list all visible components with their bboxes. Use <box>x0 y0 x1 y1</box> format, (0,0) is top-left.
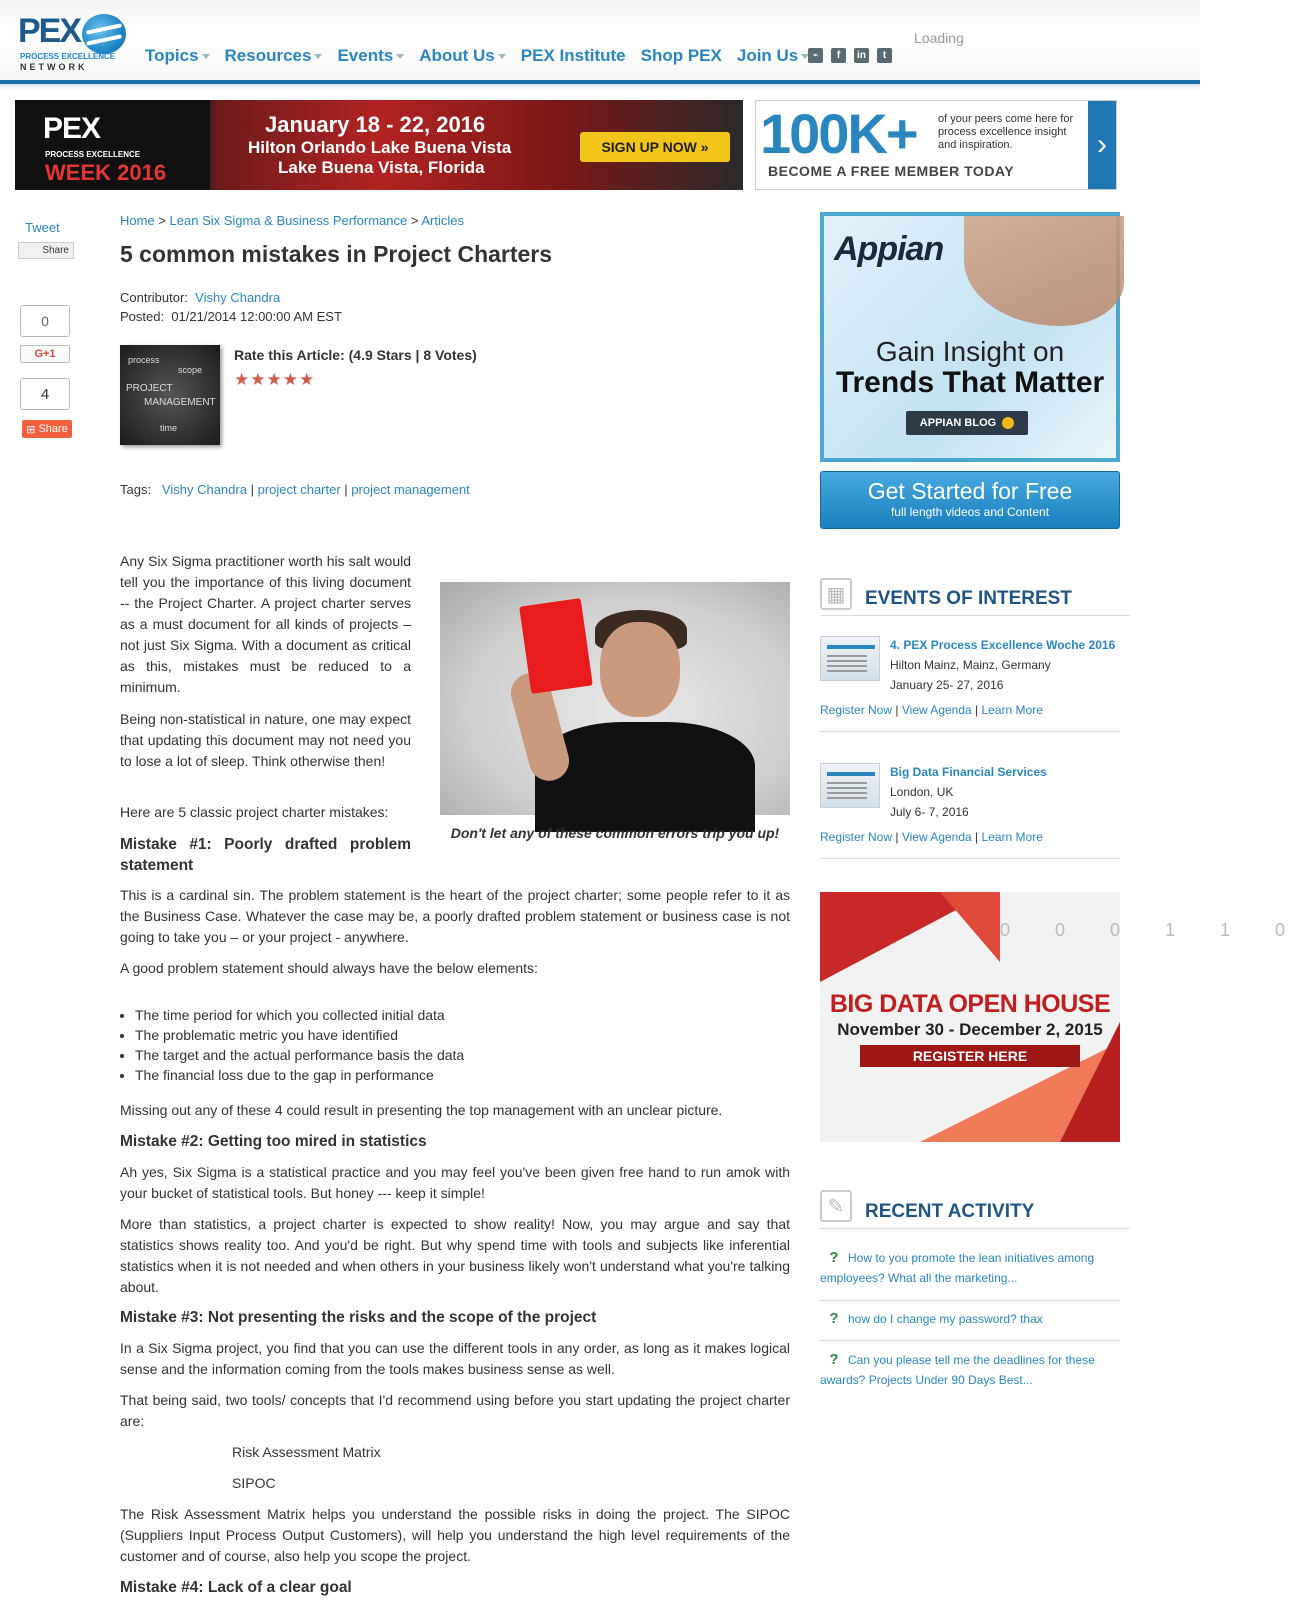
share-count: 4 <box>20 378 70 410</box>
register-here-button[interactable]: REGISTER HERE <box>860 1045 1080 1067</box>
photo-head <box>600 622 680 717</box>
star-icon[interactable]: ★ <box>250 370 266 389</box>
get-started-title: Get Started for Free <box>867 478 1073 504</box>
membership-banner[interactable] <box>755 100 1117 190</box>
facebook-icon[interactable]: f <box>831 48 846 63</box>
member-count: 100K+ <box>760 102 917 165</box>
banner-hotel: Hilton Orlando Lake Buena Vista <box>248 138 512 157</box>
pex-logo[interactable] <box>18 12 130 72</box>
section-heading: Mistake #3: Not presenting the risks and the scope of the project <box>120 1309 597 1326</box>
banner-date: January 18 - 22, 2016 <box>265 112 486 137</box>
thumb-word: scope <box>178 365 203 375</box>
link-sep: | <box>895 830 899 844</box>
paragraph: That being said, two tools/ concepts that I'd recommend using before you start updating the project charter are: <box>120 1392 790 1429</box>
logo-line1: PROCESS EXCELLENCE <box>20 52 116 61</box>
twitter-icon[interactable]: t <box>877 48 892 63</box>
banner-sub: PROCESS EXCELLENCE <box>45 150 141 159</box>
gplus-count: 0 <box>20 305 70 337</box>
nav-item-label: Shop PEX <box>640 46 722 65</box>
tag-link[interactable]: project management <box>351 482 470 497</box>
chevron-right-icon[interactable]: › <box>1088 101 1116 189</box>
recent-activity-item[interactable] <box>820 1309 1120 1329</box>
globe-icon <box>82 14 126 54</box>
problem-elements-list <box>135 1005 464 1085</box>
divider <box>820 731 1120 732</box>
event-title[interactable]: Big Data Financial Services <box>890 765 1047 779</box>
thumb-word: process <box>128 355 160 365</box>
event-date: July 6- 7, 2016 <box>890 805 969 819</box>
breadcrumb <box>120 213 464 228</box>
divider <box>820 1228 1130 1229</box>
contributor <box>120 290 280 305</box>
binary-digits: 0 0 0 1 1 0 <box>1000 920 1305 940</box>
paragraph: Missing out any of these 4 could result in presenting the top management with an unclear picture. <box>120 1102 723 1118</box>
paragraph: Here are 5 classic project charter mistakes: <box>120 804 389 820</box>
recent-activity-title: RECENT ACTIVITY <box>865 1201 1035 1222</box>
sign-up-button[interactable]: SIGN UP NOW » <box>580 132 730 162</box>
nav-item-label: Topics <box>145 46 199 65</box>
get-started-button[interactable] <box>820 471 1120 529</box>
member-peers-text: of your peers come here for process excellence insight and inspiration. <box>938 113 1074 151</box>
nav-item-about-us[interactable] <box>419 46 506 66</box>
event-location: London, UK <box>890 785 954 799</box>
event-thumbnail[interactable] <box>820 763 880 808</box>
logo-line2: NETWORK <box>20 62 88 72</box>
recent-activity-item[interactable] <box>820 1248 1120 1288</box>
paragraph: Any Six Sigma practitioner worth his salt would tell you the importance of this living document -- the Project Charter. A project charter serves as a must document for all kinds of projects – not just Six Sigma. With a document as critical as this, mistakes must be reduced to a minimum. <box>120 553 411 695</box>
get-started-sub: full length videos and Content <box>890 505 1050 519</box>
plus-icon: ⊞ <box>26 423 39 436</box>
chevron-down-icon <box>396 54 404 59</box>
tag-link[interactable]: Vishy Chandra <box>161 482 247 497</box>
nav-item-label: Events <box>337 46 394 65</box>
free-member-cta: BECOME A FREE MEMBER TODAY <box>768 163 1015 179</box>
question-icon: ? <box>829 1249 839 1266</box>
tweet-button[interactable]: Tweet <box>25 220 60 235</box>
rating-text: Rate this Article: (4.9 Stars | 8 Votes) <box>234 347 477 363</box>
play-icon <box>1002 417 1014 429</box>
divider <box>820 615 1130 616</box>
appian-ad[interactable] <box>820 212 1120 462</box>
learn-more-link[interactable]: Learn More <box>981 703 1043 717</box>
section-heading: Mistake #4: Lack of a clear goal <box>120 1579 352 1596</box>
share-button-label: Share <box>38 423 68 435</box>
event-links <box>820 703 1043 717</box>
list-item: • The target and the actual performance basis the data <box>135 1045 464 1065</box>
contributor-link[interactable]: Vishy Chandra <box>195 290 281 305</box>
appian-line2: Trends That Matter <box>835 366 1105 399</box>
paragraph: Ah yes, Six Sigma is a statistical practice and you may feel you've been given free hand to run amok with your bucket of statistical tools. But honey --- keep it simple! <box>120 1164 790 1201</box>
event-location: Hilton Mainz, Mainz, Germany <box>890 658 1051 672</box>
list-item: • The time period for which you collected initial data <box>135 1005 464 1025</box>
facebook-share-button[interactable]: Share <box>18 242 74 259</box>
banner-city: Lake Buena Vista, Florida <box>278 158 485 177</box>
recent-activity-text: How to you promote the lean initiatives among employees? What all the marketing... <box>820 1251 1095 1285</box>
thumb-word: MANAGEMENT <box>144 397 216 408</box>
tool-item: SIPOC <box>232 1475 276 1491</box>
big-data-ad[interactable] <box>820 892 1305 1142</box>
question-icon: ? <box>829 1351 839 1368</box>
star-icon[interactable]: ★ <box>299 370 315 389</box>
event-title[interactable]: 4. PEX Process Excellence Woche 2016 <box>890 638 1116 652</box>
banner-brand: PEX <box>43 112 101 145</box>
posted-value: 01/21/2014 12:00:00 AM EST <box>171 309 342 324</box>
view-agenda-link[interactable]: View Agenda <box>901 830 972 844</box>
appian-blog-label: APPIAN BLOG <box>919 417 997 429</box>
article-thumbnail <box>120 345 220 445</box>
appian-line1: Gain Insight on <box>875 336 1065 367</box>
tags-label: Tags: <box>120 482 152 497</box>
posted-label: Posted: <box>120 309 165 324</box>
header-shadow <box>0 84 1200 90</box>
linkedin-icon[interactable]: in <box>854 48 869 63</box>
breadcrumb-home[interactable]: Home <box>120 213 155 228</box>
link-sep: | <box>975 830 979 844</box>
banner-week: WEEK 2016 <box>45 160 167 185</box>
article-photo <box>440 582 790 815</box>
recent-activity-text: Can you please tell me the deadlines for these awards? Projects Under 90 Days Best... <box>820 1353 1095 1387</box>
recent-activity-item[interactable] <box>820 1350 1120 1390</box>
pencil-icon: ✎ <box>820 1190 852 1222</box>
appian-blog-button[interactable] <box>906 411 1028 435</box>
logo-brand: PEX <box>18 12 81 50</box>
star-icon[interactable]: ★ <box>234 370 250 389</box>
red-card <box>519 598 593 694</box>
calendar-icon: ▦ <box>820 578 852 610</box>
thumb-word: PROJECT <box>126 383 173 394</box>
link-sep: | <box>895 703 899 717</box>
event-thumbnail[interactable] <box>820 636 880 681</box>
paragraph: This is a cardinal sin. The problem statement is the heart of the project charter; some people refer to it as the Business Case. Whatever the case may be, a poorly drafted problem statement or business case is not going to take you – or your project - anywhere. <box>120 887 790 945</box>
big-data-date: November 30 - December 2, 2015 <box>837 1020 1103 1039</box>
nav-item-shop-pex[interactable] <box>641 46 722 66</box>
hand-image <box>964 216 1124 326</box>
pex-week-banner[interactable] <box>15 100 743 190</box>
photo-shirt <box>535 722 755 832</box>
breadcrumb-category[interactable]: Lean Six Sigma & Business Performance <box>169 213 408 228</box>
nav-item-pex-institute[interactable] <box>521 46 626 66</box>
paragraph: The Risk Assessment Matrix helps you understand the possible risks in doing the project. The SIPOC (Suppliers Input Process Output Customers), will help you understand the high level requirements of the customer and of course, also help you scope the project. <box>120 1506 790 1564</box>
nav-item-events[interactable] <box>337 46 404 66</box>
rss-icon[interactable]: ⌁ <box>808 48 823 63</box>
tags: Tags: Vishy Chandra | project charter | project management <box>120 482 470 497</box>
chevron-down-icon <box>498 54 506 59</box>
nav-item-join-us[interactable] <box>737 46 809 66</box>
big-data-title: BIG DATA OPEN HOUSE <box>829 990 1111 1018</box>
register-now-link[interactable]: Register Now <box>820 703 893 717</box>
posted-date <box>120 309 342 324</box>
event-date: January 25- 27, 2016 <box>890 678 1004 692</box>
chevron-down-icon <box>202 54 210 59</box>
paragraph: In a Six Sigma project, you find that you can use the different tools in any order, as long as it makes logical sense and the information coming from the tools makes business sense as well. <box>120 1340 790 1377</box>
nav-item-label: PEX Institute <box>520 46 626 65</box>
share-button[interactable] <box>22 420 72 438</box>
star-icon[interactable]: ★ <box>266 370 282 389</box>
ad-shape <box>940 892 1000 962</box>
loading-text: Loading <box>914 30 964 46</box>
social-links <box>808 48 892 63</box>
link-sep: | <box>975 703 979 717</box>
appian-logo: Appian <box>834 230 944 268</box>
nav-item-label: About Us <box>419 46 495 65</box>
contributor-label: Contributor: <box>120 290 188 305</box>
breadcrumb-section[interactable]: Articles <box>421 213 465 228</box>
chevron-down-icon <box>314 54 322 59</box>
tool-item: Risk Assessment Matrix <box>232 1444 381 1460</box>
nav-item-label: Resources <box>224 46 312 65</box>
list-item: • The financial loss due to the gap in performance <box>135 1065 464 1085</box>
rating-stars[interactable] <box>234 370 314 390</box>
nav-item-label: Join Us <box>736 46 799 65</box>
paragraph: More than statistics, a project charter is expected to show reality! Now, you may argue and say that statistics shows reality too. And you'd be right. But why spend time with tools and subjects like inferential statistics when it is not needed and when others in your business likely won't understand what you're talking about. <box>120 1216 790 1295</box>
list-item: • The problematic metric you have identified <box>135 1025 464 1045</box>
paragraph: A good problem statement should always have the below elements: <box>120 960 538 976</box>
site-header <box>0 0 1200 84</box>
nav-item-topics[interactable] <box>145 46 210 66</box>
paragraph: Being non-statistical in nature, one may expect that updating this document may not need you to lose a lot of sleep. Think otherwise then! <box>120 711 411 769</box>
divider <box>820 1340 1120 1341</box>
event-links <box>820 830 1043 844</box>
learn-more-link[interactable]: Learn More <box>981 830 1043 844</box>
register-now-link[interactable]: Register Now <box>820 830 893 844</box>
photo-caption: Don't let any of these common errors trip you up! <box>450 825 780 841</box>
star-icon[interactable]: ★ <box>282 370 298 389</box>
breadcrumb-sep: > <box>158 213 166 228</box>
main-nav <box>145 46 824 66</box>
divider <box>820 1300 1120 1301</box>
section-heading: Mistake #2: Getting too mired in statistics <box>120 1133 427 1150</box>
gplus-button[interactable]: G+1 <box>20 345 70 363</box>
events-title: EVENTS OF INTEREST <box>865 588 1072 609</box>
nav-item-resources[interactable] <box>225 46 323 66</box>
recent-activity-text: how do I change my password? thax <box>848 1312 1043 1326</box>
question-icon: ? <box>829 1310 839 1327</box>
ad-shape <box>1060 1022 1120 1142</box>
divider <box>820 858 1120 859</box>
tag-link[interactable]: project charter <box>257 482 341 497</box>
breadcrumb-sep: > <box>410 213 419 228</box>
section-heading: Mistake #1: Poorly drafted problem statement <box>120 836 411 874</box>
thumb-word: time <box>160 423 178 433</box>
page-title: 5 common mistakes in Project Charters <box>120 241 553 267</box>
view-agenda-link[interactable]: View Agenda <box>901 703 972 717</box>
